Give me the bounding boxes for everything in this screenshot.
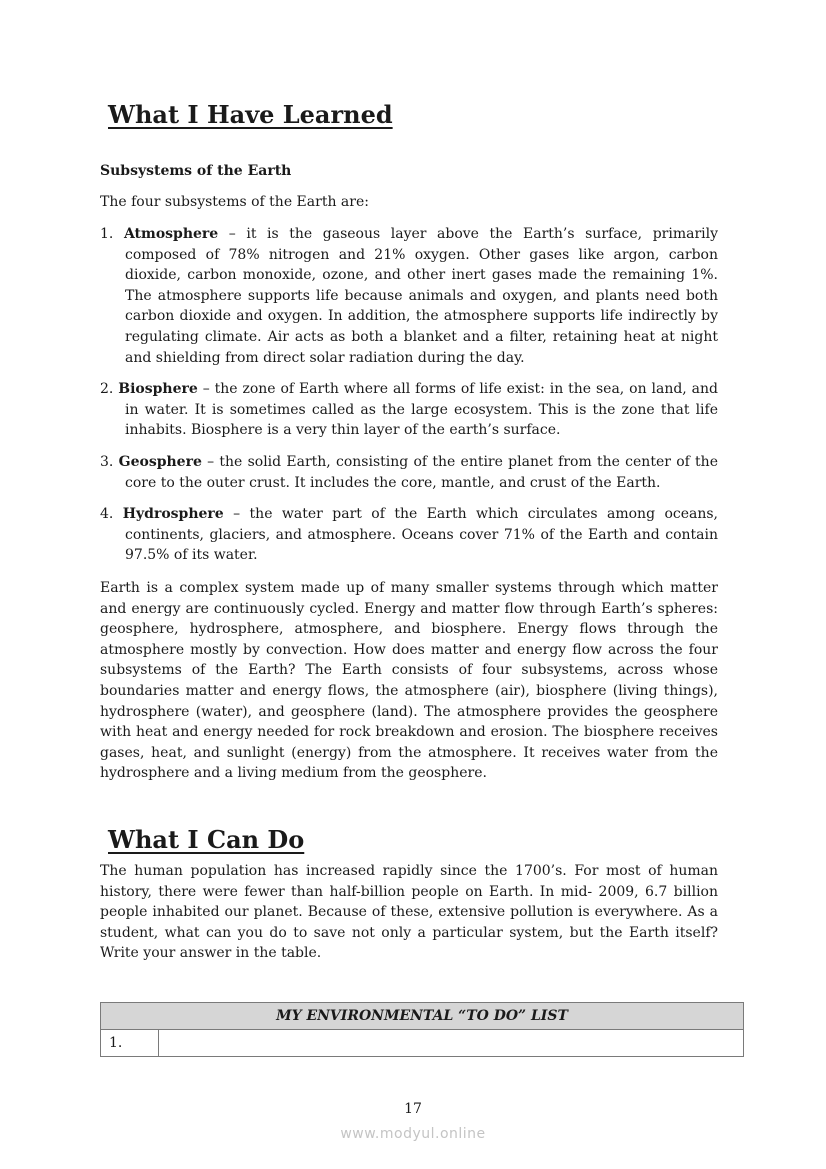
- list-number: 4.: [100, 506, 114, 522]
- list-number: 2.: [100, 381, 114, 397]
- intro-text: The four subsystems of the Earth are:: [100, 194, 369, 210]
- list-term: Atmosphere: [123, 226, 219, 242]
- row-number: 1.: [101, 1030, 159, 1057]
- list-text: – it is the gaseous layer above the Earth’s surface, primarily composed of 78% nitrogen and 21% oxygen. Other gases like argon, carbon dioxide, carbon monoxide, ozone, and other inert gases made the remaining 1%. The atmosphere supports life because animals and oxygen, and plants need both carbon dioxide and oxygen. In addition, the atmosphere supports life indirectly by regulating climate. Air acts as both a blanket and a filter, retaining heat at night and shielding from direct solar radiation during the day.: [125, 226, 719, 366]
- list-item-biosphere: [100, 379, 718, 441]
- list-text: – the zone of Earth where all forms of life exist: in the sea, on land, and in water. It is sometimes called as the large ecosystem. This is the zone that life inhabits. Biosphere is a very thin layer of the earth’s surface.: [125, 381, 718, 439]
- list-item-hydrosphere: [100, 504, 718, 566]
- page-number: 17: [404, 1101, 422, 1117]
- list-text: – the solid Earth, consisting of the entire planet from the center of the core to the outer crust. It includes the core, mantle, and crust of the Earth.: [125, 454, 718, 491]
- table-row: [101, 1030, 744, 1057]
- todo-list-table: [100, 1002, 744, 1057]
- section-heading-what-i-have-learned: What I Have Learned: [108, 100, 393, 129]
- list-term: Hydrosphere: [122, 506, 224, 522]
- list-number: 3.: [100, 454, 114, 470]
- summary-paragraph: Earth is a complex system made up of many smaller systems through which matter and energy are continuously cycled. Energy and matter flow through Earth’s spheres: geosphere, hydrosphere, atmosphere, and biosphere. Energy flows through the atmosphere mostly by convection. How does matter and energy flow across the four subsystems of the Earth? The Earth consists of four subsystems, across whose boundaries matter and energy flows, the atmosphere (air), biosphere (living things), hydrosphere (water), and geosphere (land). The atmosphere provides the geosphere with heat and energy needed for rock breakdown and erosion. The biosphere receives gases, heat, and sunlight (energy) from the atmosphere. It receives water from the hydrosphere and a living medium from the geosphere.: [100, 580, 718, 782]
- list-item-geosphere: [100, 452, 718, 493]
- section-heading-what-i-can-do: What I Can Do: [108, 825, 305, 854]
- cando-paragraph: The human population has increased rapidly since the 1700’s. For most of human history, there were fewer than half-billion people on Earth. In mid- 2009, 6.7 billion people inhabited our planet. Because of these, extensive pollution is everywhere. As a student, what can you do to save not only a particular system, but the Earth itself? Write your answer in the table.: [100, 863, 718, 962]
- list-term: Geosphere: [118, 454, 202, 470]
- subheading-subsystems: Subsystems of the Earth: [100, 163, 292, 179]
- list-item-atmosphere: [100, 224, 718, 368]
- todo-table-title: MY ENVIRONMENTAL “TO DO” LIST: [101, 1003, 744, 1030]
- list-text: – the water part of the Earth which circulates among oceans, continents, glaciers, and atmosphere. Oceans cover 71% of the Earth and contain 97.5% of its water.: [125, 506, 719, 564]
- watermark: www.modyul.online: [340, 1126, 486, 1142]
- answer-cell[interactable]: [159, 1030, 744, 1057]
- list-number: 1.: [100, 226, 114, 242]
- list-term: Biosphere: [118, 381, 198, 397]
